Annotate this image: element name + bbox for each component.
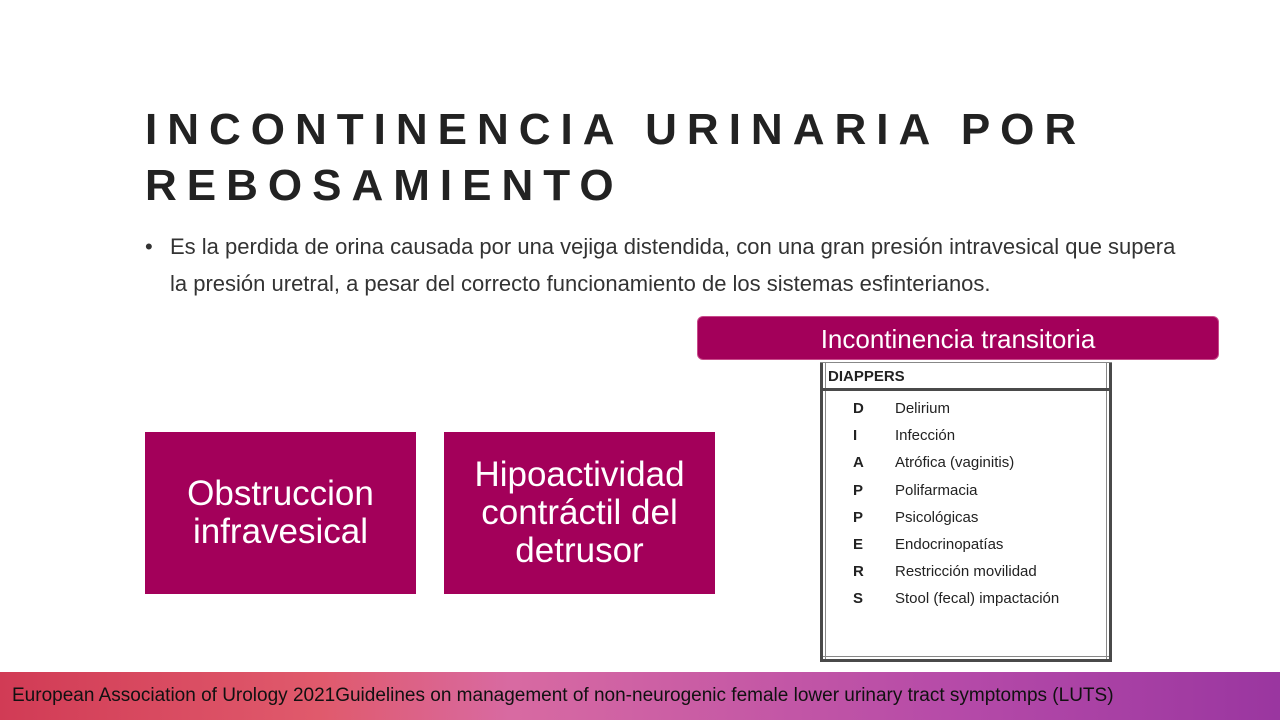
diappers-row (823, 449, 1109, 476)
diappers-letter: I (853, 427, 858, 445)
diappers-letter: A (853, 454, 864, 472)
diappers-letter: P (853, 481, 864, 499)
diappers-row (823, 504, 1109, 531)
bullet-item (145, 228, 1185, 302)
diappers-row (823, 558, 1109, 585)
slide-title: INCONTINENCIA URINARIA POR REBOSAMIENTO (145, 105, 1087, 210)
bullet-dot: • (145, 234, 153, 259)
footer-citation: European Association of Urology 2021Guidelines on management of non-neurogenic female lower urinary tract symptomps (LUTS) (12, 685, 1114, 706)
diappers-text: Infección (895, 427, 956, 445)
diappers-text: Restricción movilidad (895, 563, 1037, 581)
bullet-text: Es la perdida de orina causada por una vejiga distendida, con una gran presión intravesical que supera la presión uretral, a pesar del correcto funcionamiento de los sistemas esfinterianos. (170, 234, 1176, 296)
diappers-row (823, 422, 1109, 449)
diappers-letter: S (853, 590, 864, 608)
diappers-letter: E (853, 535, 864, 553)
diappers-row (823, 477, 1109, 504)
diappers-text: Psicológicas (895, 508, 979, 526)
diappers-letter: P (853, 508, 864, 526)
bullet-list (145, 228, 1185, 302)
diappers-row (823, 531, 1109, 558)
diappers-text: Endocrinopatías (895, 535, 1004, 553)
diappers-list (823, 395, 1109, 613)
diappers-letter: D (853, 400, 864, 417)
diappers-row (823, 395, 1109, 422)
footer-bar (0, 672, 1280, 720)
diappers-table (820, 362, 1112, 662)
diappers-header: DIAPPERS (823, 366, 1109, 391)
diappers-text: Delirium (895, 400, 951, 417)
cause-box-hypoactivity (444, 432, 715, 594)
cause-box-label: Hipoactividad contráctil del detrusor (474, 455, 685, 570)
diappers-text: Stool (fecal) impactación (895, 590, 1060, 608)
transient-incontinence-banner: Incontinencia transitoria (697, 316, 1219, 360)
diappers-text: Atrófica (vaginitis) (895, 454, 1015, 472)
table-border (823, 656, 1109, 657)
diappers-row (823, 585, 1109, 612)
diappers-letter: R (853, 563, 864, 581)
diappers-text: Polifarmacia (895, 481, 978, 499)
cause-box-label: Obstruccion infravesical (187, 474, 374, 551)
cause-box-obstruction (145, 432, 416, 594)
